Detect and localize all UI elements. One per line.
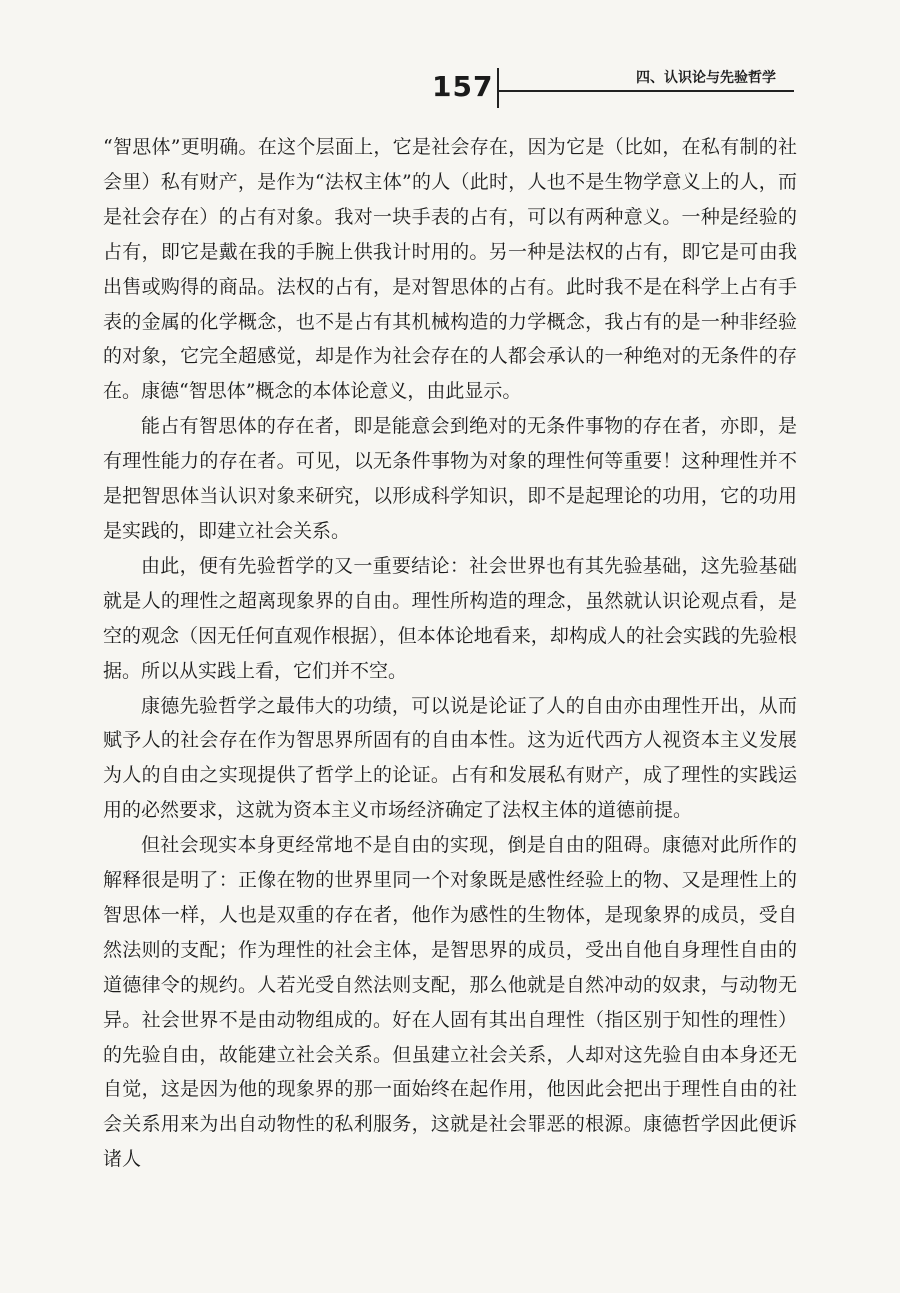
paragraph: 由此，便有先验哲学的又一重要结论：社会世界也有其先验基础，这先验基础就是人的理性之超离现象界的自由。理性所构造的理念，虽然就认识论观点看，是空的观念（因无任何直观作根据），但本体论地看来，却构成人的社会实践的先验根据。所以从实践上看，它们并不空。: [103, 554, 797, 682]
header-rule: [497, 90, 794, 92]
paragraph: 康德先验哲学之最伟大的功绩，可以说是论证了人的自由亦由理性开出，从而赋予人的社会存在作为智思界所固有的自由本性。这为近代西方人视资本主义发展为人的自由之实现提供了哲学上的论证。占有和发展私有财产，成了理性的实践运用的必然要求，这就为资本主义市场经济确定了法权主体的道德前提。: [103, 694, 797, 822]
body-text: [103, 130, 797, 1177]
header-divider-vertical: [497, 68, 499, 108]
paragraph: “智思体”更明确。在这个层面上，它是社会存在，因为它是（比如，在私有制的社会里）私有财产，是作为“法权主体”的人（此时，人也不是生物学意义上的人，而是社会存在）的占有对象。我对一块手表的占有，可以有两种意义。一种是经验的占有，即它是戴在我的手腕上供我计时用的。另一种是法权的占有，即它是可由我出售或购得的商品。法权的占有，是对智思体的占有。此时我不是在科学上占有手表的金属的化学概念，也不是占有其机械构造的力学概念，我占有的是一种非经验的对象，它完全超感觉，却是作为社会存在的人都会承认的一种绝对的无条件的存在。康德“智思体”概念的本体论意义，由此显示。: [103, 136, 797, 403]
paragraph: 能占有智思体的存在者，即是能意会到绝对的无条件事物的存在者，亦即，是有理性能力的存在者。可见，以无条件事物为对象的理性何等重要！这种理性并不是把智思体当认识对象来研究，以形成科学知识，即不是起理论的功用，它的功用是实践的，即建立社会关系。: [103, 415, 797, 542]
paragraph: 但社会现实本身更经常地不是自由的实现，倒是自由的阻碍。康德对此所作的解释很是明了：正像在物的世界里同一个对象既是感性经验上的物、又是理性上的智思体一样，人也是双重的存在者，他作为感性的生物体，是现象界的成员，受自然法则的支配；作为理性的社会主体，是智思界的成员，受出自他自身理性自由的道德律令的规约。人若光受自然法则支配，那么他就是自然冲动的奴隶，与动物无异。社会世界不是由动物组成的。好在人固有其出自理性（指区别于知性的理性）的先验自由，故能建立社会关系。但虽建立社会关系，人却对这先验自由本身还无自觉，这是因为他的现象界的那一面始终在起作用，他因此会把出于理性自由的社会关系用来为出自动物性的私利服务，这就是社会罪恶的根源。康德哲学因此便诉诸人: [103, 834, 797, 1171]
running-head: 四、认识论与先验哲学: [636, 70, 776, 86]
page-header: [0, 62, 900, 112]
page-number: 157: [432, 70, 494, 103]
